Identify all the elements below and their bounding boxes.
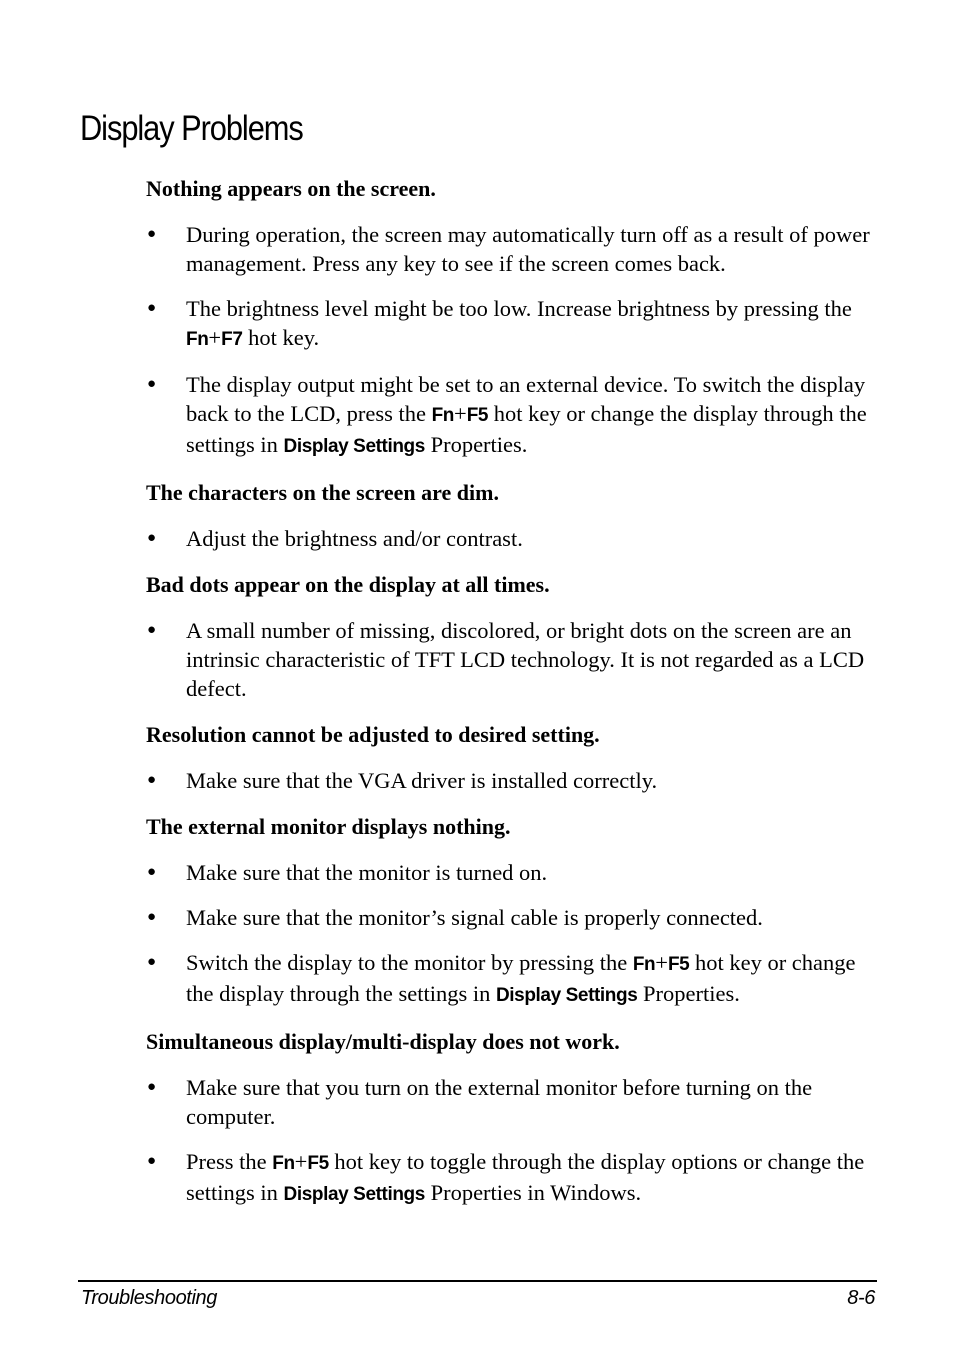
solution-item <box>146 1073 886 1131</box>
solution-text: Properties. <box>637 981 740 1006</box>
solution-item <box>146 616 886 703</box>
solution-item <box>146 948 886 1010</box>
solution-text: Adjust the brightness and/or contrast. <box>186 526 523 551</box>
problem-section <box>146 1027 886 1209</box>
problem-heading: The characters on the screen are dim. <box>146 480 499 505</box>
solution-text: + <box>208 325 222 350</box>
problem-section <box>146 720 886 795</box>
solution-list <box>146 220 886 461</box>
solution-text: The display output might be set to an external device. To switch the display back to the LCD, press the <box>186 372 866 426</box>
problem-heading: Nothing appears on the screen. <box>146 176 436 201</box>
bullet-icon: ● <box>147 226 157 242</box>
settings-name: Display Settings <box>495 985 638 1006</box>
footer-page-number: 8-6 <box>847 1287 875 1309</box>
problem-heading: Simultaneous display/multi-display does not work. <box>146 1029 620 1054</box>
page-title: Display Problems <box>80 109 303 148</box>
solution-item <box>146 294 886 354</box>
hotkey: F7 <box>221 329 243 350</box>
solution-text: Press the <box>186 1149 273 1174</box>
solution-item <box>146 858 886 887</box>
solution-list <box>146 616 886 703</box>
hotkey: Fn <box>431 405 454 426</box>
bullet-icon: ● <box>147 376 157 392</box>
solution-item <box>146 220 886 278</box>
hotkey: Fn <box>186 329 209 350</box>
problem-heading: The external monitor displays nothing. <box>146 814 511 839</box>
hotkey: F5 <box>307 1153 329 1174</box>
hotkey: F5 <box>667 954 690 975</box>
problem-section <box>146 174 886 461</box>
solution-list <box>146 1073 886 1209</box>
solution-item <box>146 903 886 932</box>
solution-text: The brightness level might be too low. Increase brightness by pressing the <box>186 296 852 321</box>
solution-text: + <box>294 1149 308 1174</box>
bullet-icon: ● <box>147 1153 157 1169</box>
solution-item <box>146 1147 886 1209</box>
solution-text: hot key. <box>242 325 320 350</box>
solution-text: + <box>454 401 467 426</box>
solution-text: A small number of missing, discolored, or bright dots on the screen are an intrinsic characteristic of TFT LCD technology. It is not regarded as a LCD defect. <box>186 618 865 701</box>
bullet-icon: ● <box>147 864 157 880</box>
footer-divider <box>78 1280 877 1282</box>
solution-text: During operation, the screen may automatically turn off as a result of power management. Press any key to see if the screen comes back. <box>186 222 870 276</box>
hotkey: Fn <box>632 954 656 975</box>
bullet-icon: ● <box>147 954 157 970</box>
solution-item <box>146 766 886 795</box>
problem-heading: Resolution cannot be adjusted to desired setting. <box>146 722 600 747</box>
bullet-icon: ● <box>147 772 157 788</box>
hotkey: Fn <box>272 1153 295 1174</box>
hotkey: F5 <box>466 405 489 426</box>
problem-section <box>146 812 886 1010</box>
solution-item <box>146 524 886 553</box>
troubleshooting-content <box>146 174 886 1226</box>
solution-text: Switch the display to the monitor by pressing the <box>186 950 633 975</box>
footer-chapter-name: Troubleshooting <box>81 1287 217 1309</box>
solution-text: Properties. <box>424 432 528 457</box>
solution-text: + <box>655 950 668 975</box>
bullet-icon: ● <box>147 1079 157 1095</box>
solution-text: hot key to toggle through the display options or change the settings in <box>186 1149 865 1205</box>
problem-section <box>146 570 886 703</box>
bullet-icon: ● <box>147 909 157 925</box>
bullet-icon: ● <box>147 530 157 546</box>
problem-heading: Bad dots appear on the display at all times. <box>146 572 550 597</box>
problem-section <box>146 478 886 553</box>
bullet-icon: ● <box>147 300 157 316</box>
solution-text: Properties in Windows. <box>424 1180 642 1205</box>
settings-name: Display Settings <box>283 436 425 457</box>
solution-text: Make sure that the monitor is turned on. <box>186 860 548 885</box>
solution-text: hot key or change the display through the settings in <box>186 950 856 1006</box>
bullet-icon: ● <box>147 622 157 638</box>
solution-text: hot key or change the display through the settings in <box>186 401 867 457</box>
solution-text: Make sure that you turn on the external monitor before turning on the computer. <box>186 1075 813 1129</box>
solution-list <box>146 858 886 1010</box>
settings-name: Display Settings <box>283 1184 425 1205</box>
solution-item <box>146 370 886 461</box>
solution-text: Make sure that the VGA driver is installed correctly. <box>186 768 658 793</box>
solution-text: Make sure that the monitor’s signal cable is properly connected. <box>186 905 763 930</box>
solution-list <box>146 766 886 795</box>
solution-list <box>146 524 886 553</box>
